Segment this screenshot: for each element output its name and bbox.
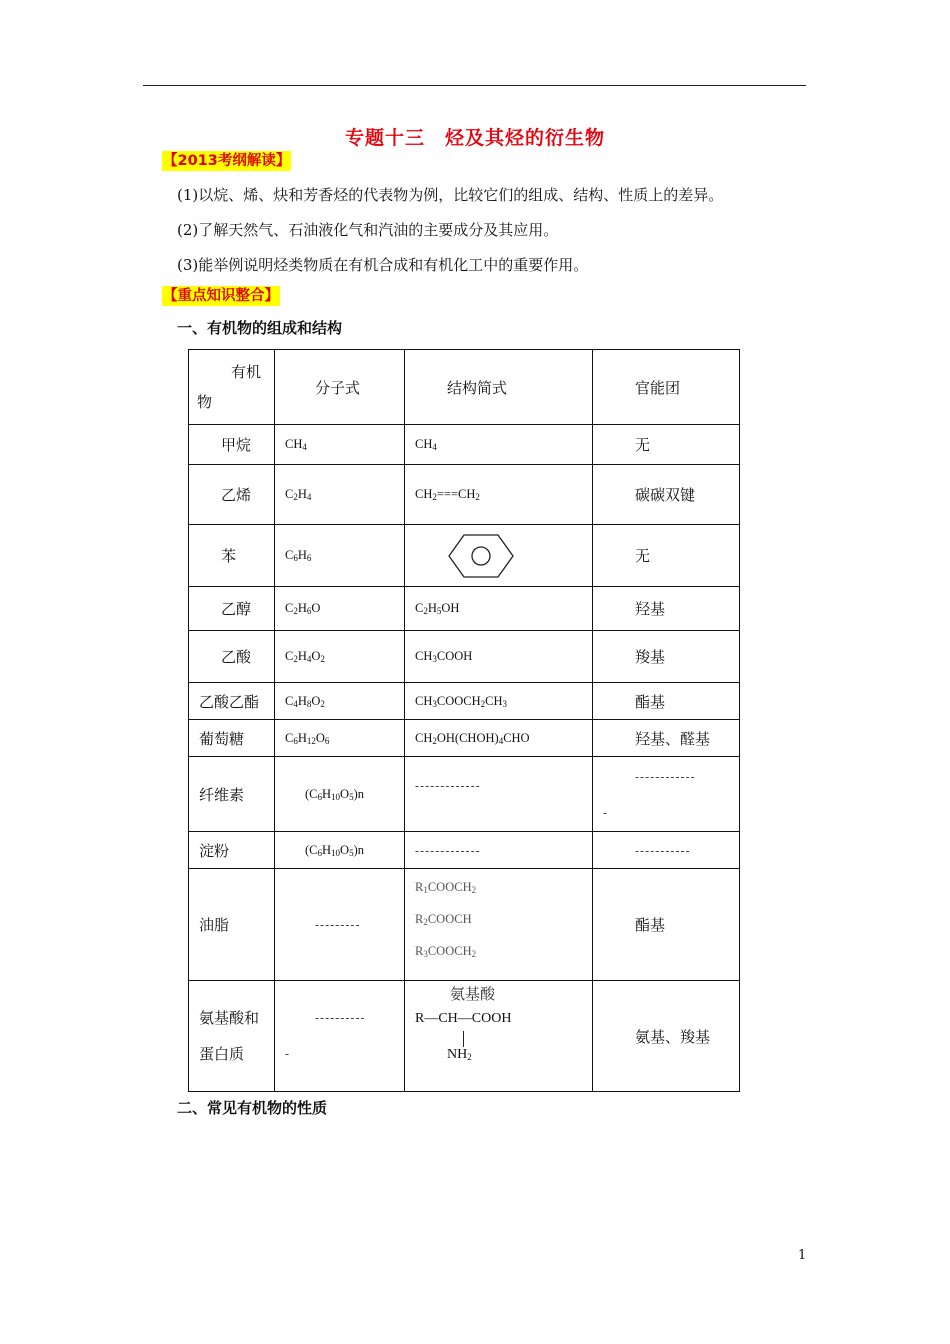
molecular-formula: --------- (275, 869, 405, 981)
functional-group: 无 (593, 425, 740, 465)
amino-acid-structure (415, 981, 592, 1081)
functional-group (593, 757, 740, 832)
table-row (189, 587, 740, 631)
amino-acid-label: 氨基酸 (450, 987, 496, 1003)
section-heading-1: 一、有机物的组成和结构 (177, 319, 343, 337)
table-row (189, 757, 740, 832)
molecular-formula: $(C_6H_{10}O_5)n$ (275, 832, 405, 869)
compound-name: 乙酸 (189, 631, 275, 683)
structural-formula: $CH_4$ (405, 425, 593, 465)
compound-name: 纤维素 (189, 757, 275, 832)
functional-group: 羟基 (593, 587, 740, 631)
table-row (189, 981, 740, 1092)
compound-name: 葡萄糖 (189, 720, 275, 757)
compound-name: 甲烷 (189, 425, 275, 465)
compound-name-part2: 蛋白质 (199, 1045, 245, 1063)
compound-name-part1: 氨基酸和 (199, 1009, 260, 1027)
structural-formula: ------------- (405, 757, 593, 832)
amino-acid-main-chain: R—CH—COOH (415, 1011, 512, 1026)
formula-dash-tail: - (285, 1047, 291, 1061)
amino-bond-line (463, 1031, 464, 1047)
structural-formula: ------------- (405, 832, 593, 869)
table-row (189, 465, 740, 525)
molecular-formula: $CH_4$ (275, 425, 405, 465)
outline-item-3: (3)能举例说明烃类物质在有机合成和有机化工中的重要作用。 (177, 256, 589, 274)
compound-name (189, 981, 275, 1092)
functional-group: 酯基 (593, 683, 740, 720)
exam-outline-tag: 【2013考纲解读】 (163, 153, 291, 169)
key-knowledge-tag: 【重点知识整合】 (163, 288, 279, 304)
functional-group: 碳碳双键 (593, 465, 740, 525)
functional-group: 羟基、醛基 (593, 720, 740, 757)
table-row (189, 525, 740, 587)
functional-group: 羧基 (593, 631, 740, 683)
molecular-formula: $C_4H_8O_2$ (275, 683, 405, 720)
structural-formula: $CH_2OH(CHOH)_4CHO$ (405, 720, 593, 757)
header-compound-part2: 物 (197, 393, 213, 411)
header-formula: 分子式 (275, 350, 405, 425)
table-row (189, 683, 740, 720)
molecular-formula: $C_2H_6O$ (275, 587, 405, 631)
section-heading-2: 二、常见有机物的性质 (177, 1099, 328, 1117)
molecular-formula: $C_6H_{12}O_6$ (275, 720, 405, 757)
molecular-formula: $C_6H_6$ (275, 525, 405, 587)
table-row (189, 631, 740, 683)
page-title: 专题十三 烃及其烃的衍生物 (344, 127, 605, 149)
fat-line-2: $R_2COOCH$ (415, 912, 472, 927)
compound-name: 乙烯 (189, 465, 275, 525)
structural-formula (405, 525, 593, 587)
structural-formula: $CH_3COOH$ (405, 631, 593, 683)
functional-group: ----------- (593, 832, 740, 869)
organic-compounds-table (188, 349, 740, 1092)
header-rule (143, 85, 806, 86)
fat-structure (415, 871, 592, 967)
molecular-formula (275, 981, 405, 1092)
formula-dash-line: ---------- (315, 1011, 366, 1025)
structural-formula (405, 981, 593, 1092)
table-row (189, 869, 740, 981)
outline-item-2: (2)了解天然气、石油液化气和汽油的主要成分及其应用。 (177, 221, 559, 239)
fat-line-1: $R_1COOCH_2$ (415, 880, 477, 895)
header-compound (189, 350, 275, 425)
group-dash-line: ------------ (635, 770, 696, 784)
compound-name: 淀粉 (189, 832, 275, 869)
amino-group: $NH_2$ (447, 1047, 472, 1062)
compound-name: 苯 (189, 525, 275, 587)
table-row (189, 832, 740, 869)
functional-group: 氨基、羧基 (593, 981, 740, 1092)
group-dash-tail: - (603, 806, 609, 820)
structural-formula: $CH_3COOCH_2CH_3$ (405, 683, 593, 720)
outline-item-1: (1)以烷、烯、炔和芳香烃的代表物为例，比较它们的组成、结构、性质上的差异。 (177, 186, 724, 204)
page-number: 1 (798, 1248, 807, 1263)
table-row (189, 720, 740, 757)
molecular-formula: $C_2H_4$ (275, 465, 405, 525)
structural-formula: $C_2H_5OH$ (405, 587, 593, 631)
molecular-formula: $(C_6H_{10}O_5)n$ (275, 757, 405, 832)
functional-group: 酯基 (593, 869, 740, 981)
compound-name: 乙酸乙酯 (189, 683, 275, 720)
fat-line-3: $R_3COOCH_2$ (415, 944, 477, 959)
compound-name: 乙醇 (189, 587, 275, 631)
functional-group: 无 (593, 525, 740, 587)
compound-name: 油脂 (189, 869, 275, 981)
structural-formula (405, 869, 593, 981)
header-compound-part1: 有机 (231, 363, 262, 381)
molecular-formula: $C_2H_4O_2$ (275, 631, 405, 683)
table-header-row (189, 350, 740, 425)
header-structure: 结构简式 (405, 350, 593, 425)
header-group: 官能团 (593, 350, 740, 425)
table-row (189, 425, 740, 465)
benzene-ring-icon (447, 531, 515, 581)
structural-formula: $CH_2===CH_2$ (405, 465, 593, 525)
